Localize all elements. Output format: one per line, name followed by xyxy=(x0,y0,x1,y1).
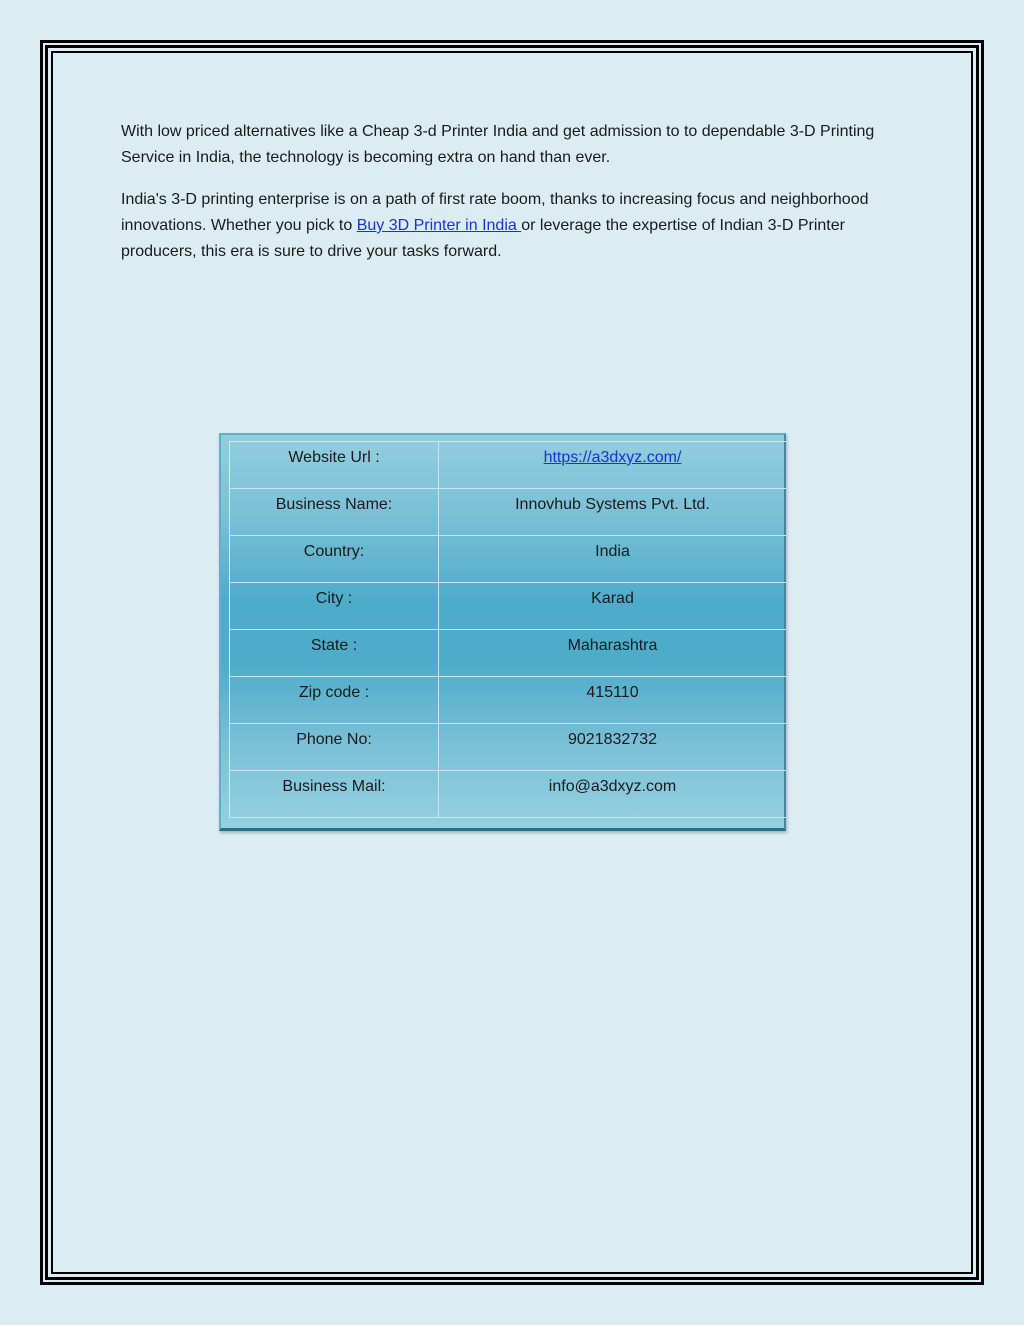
table-row-business-name xyxy=(230,489,787,536)
website-url-cell xyxy=(439,442,787,489)
paragraph-text-before-link: India's 3-D printing enterprise is on a path of first rate boom, thanks to increasing focus and neighborhood innovations. Whether you pick to xyxy=(121,191,869,234)
website-url-link[interactable]: https://a3dxyz.com/ xyxy=(543,449,682,466)
table-row-phone xyxy=(230,724,787,771)
business-info-table xyxy=(229,441,786,818)
table-row-city xyxy=(230,583,787,630)
table-row-mail xyxy=(230,771,787,818)
table-row-country xyxy=(230,536,787,583)
article-body xyxy=(121,119,881,281)
business-info-card xyxy=(219,433,786,831)
table-row-zip xyxy=(230,677,787,724)
zip-code-label: Zip code : xyxy=(230,677,439,724)
table-row-website xyxy=(230,442,787,489)
phone-value: 9021832732 xyxy=(439,724,787,771)
business-name-value: Innovhub Systems Pvt. Ltd. xyxy=(439,489,787,536)
city-label: City : xyxy=(230,583,439,630)
country-label: Country: xyxy=(230,536,439,583)
paragraph-intro: With low priced alternatives like a Cheap 3-d Printer India and get admission to to dependable 3-D Printing Service in India, the technology is becoming extra on hand than ever. xyxy=(121,123,875,166)
business-mail-value: info@a3dxyz.com xyxy=(439,771,787,818)
business-name-label: Business Name: xyxy=(230,489,439,536)
state-value: Maharashtra xyxy=(439,630,787,677)
paragraph-text-after-link: or leverage the expertise of Indian 3-D Printer producers, this era is sure to drive your tasks forward. xyxy=(121,217,845,260)
country-value: India xyxy=(439,536,787,583)
phone-label: Phone No: xyxy=(230,724,439,771)
state-label: State : xyxy=(230,630,439,677)
business-mail-label: Business Mail: xyxy=(230,771,439,818)
buy-3d-printer-link[interactable]: Buy 3D Printer in India xyxy=(356,217,522,234)
website-url-label: Website Url : xyxy=(230,442,439,489)
city-value: Karad xyxy=(439,583,787,630)
zip-code-value: 415110 xyxy=(439,677,787,724)
paragraph-industry xyxy=(121,187,881,265)
table-row-state xyxy=(230,630,787,677)
